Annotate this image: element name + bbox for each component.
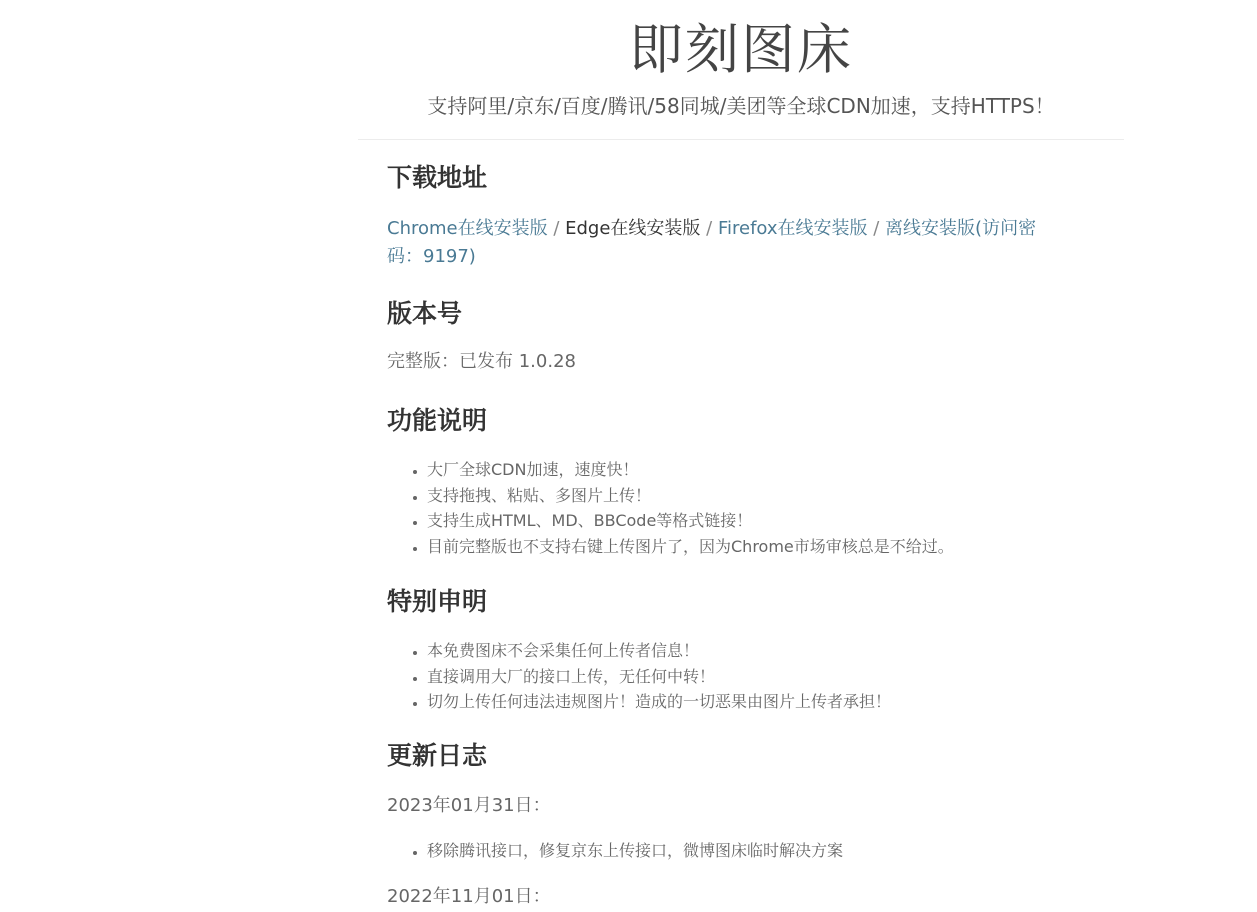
changelog-heading: 更新日志: [387, 741, 488, 770]
version-heading: 版本号: [387, 299, 463, 328]
changelog-date: 2023年01月31日：: [387, 795, 551, 816]
chrome-install-link[interactable]: Chrome在线安装版: [387, 218, 548, 239]
list-item: • 支持生成HTML、MD、BBCode等格式链接！: [427, 508, 1067, 534]
statement-heading: 特别申明: [387, 587, 488, 616]
version-section: [387, 296, 1067, 376]
version-text: 完整版：已发布 1.0.28: [387, 351, 576, 372]
site-subtitle: 支持阿里/京东/百度/腾讯/58同城/美团等全球CDN加速，支持HTTPS！: [427, 94, 1055, 118]
download-links: [387, 215, 1067, 271]
list-item: • 直接调用大厂的接口上传，无任何中转！: [427, 664, 1067, 690]
list-item: • 移除腾讯接口，修复京东上传接口，微博图床临时解决方案: [427, 838, 1067, 864]
edge-install-link[interactable]: Edge在线安装版: [565, 218, 701, 239]
features-list: [387, 457, 1067, 559]
changelog-list: [387, 838, 1067, 864]
list-item: • 本免费图床不会采集任何上传者信息！: [427, 638, 1067, 664]
download-section: [387, 160, 1067, 271]
features-section: [387, 403, 1067, 559]
changelog-section: [387, 738, 1067, 911]
list-item: • 大厂全球CDN加速，速度快！: [427, 457, 1067, 483]
statement-list: [387, 638, 1067, 715]
site-title: 即刻图床: [629, 18, 853, 81]
statement-section: [387, 584, 1067, 715]
list-item: • 切勿上传任何违法违规图片！造成的一切恶果由图片上传者承担！: [427, 689, 1067, 715]
download-heading: 下载地址: [387, 163, 488, 192]
site-header: [358, 0, 1124, 140]
list-item: • 目前完整版也不支持右键上传图片了，因为Chrome市场审核总是不给过。: [427, 534, 1067, 560]
offline-install-link[interactable]: 离线安装版(访问密码：9197): [387, 218, 1037, 267]
changelog-date: 2022年11月01日：: [387, 885, 551, 907]
link-separator: /: [547, 218, 566, 239]
features-heading: 功能说明: [387, 406, 488, 435]
firefox-install-link[interactable]: Firefox在线安装版: [717, 218, 868, 239]
link-separator: /: [700, 218, 718, 239]
link-separator: /: [867, 218, 886, 239]
list-item: • 支持拖拽、粘贴、多图片上传！: [427, 483, 1067, 509]
